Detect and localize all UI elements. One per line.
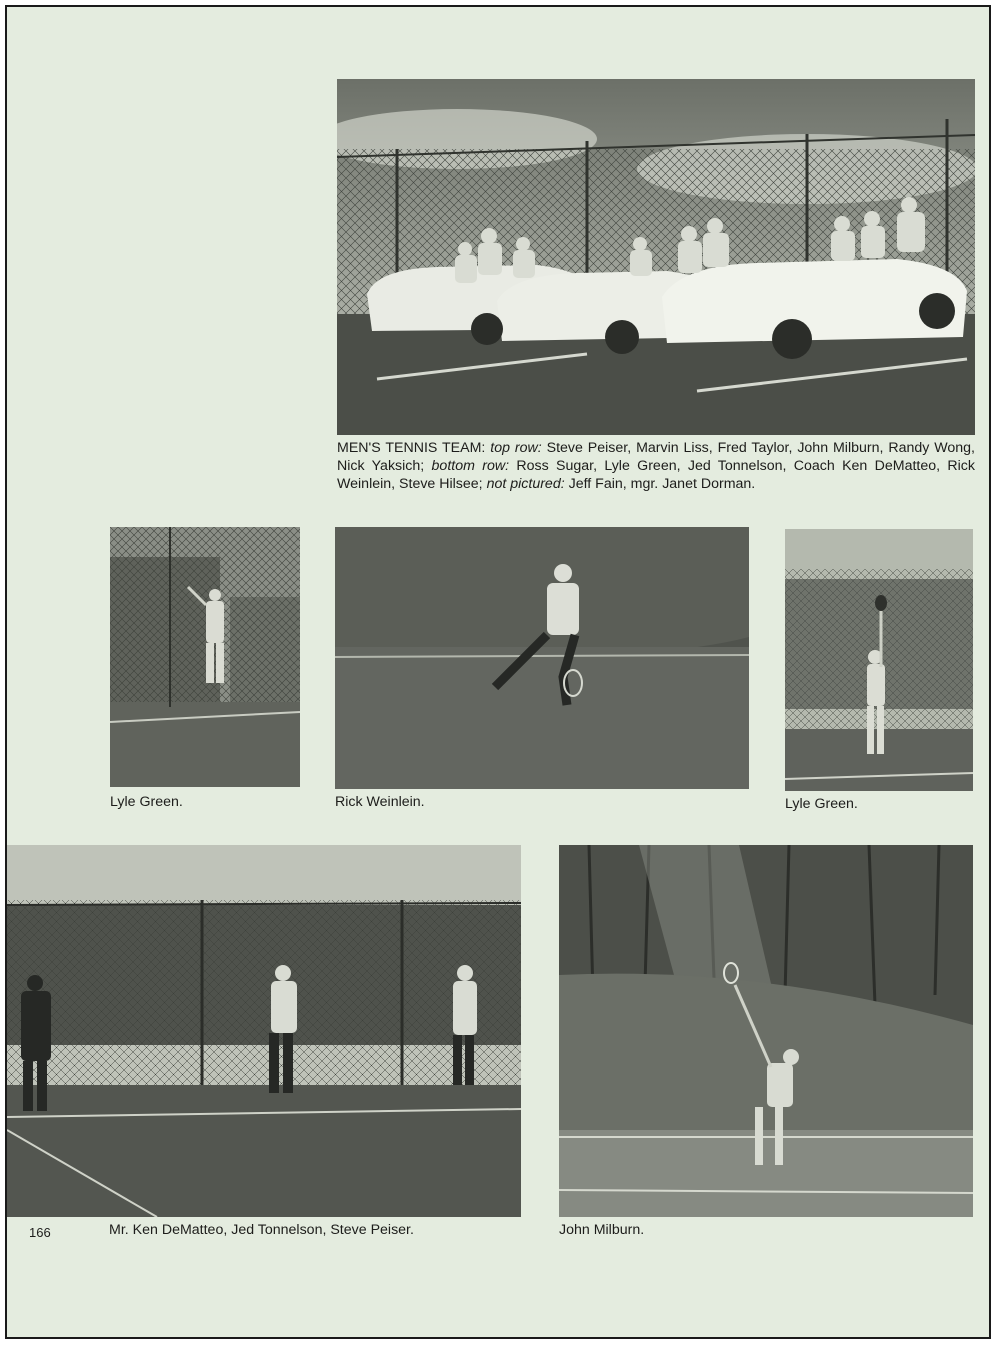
photo-lyle-green-forehand [110,527,300,787]
page-number: 166 [29,1225,51,1240]
photo-lyle-green-serve [785,529,973,791]
photo-coaches-group [7,845,521,1217]
not-pictured-names: Jeff Fain, mgr. Janet Dorman. [568,476,756,492]
caption-john-milburn: John Milburn. [559,1222,645,1238]
team-photo-caption [337,439,975,493]
yearbook-page [5,5,991,1339]
top-row-label: top row: [490,440,542,456]
caption-coaches-group: Mr. Ken DeMatteo, Jed Tonnelson, Steve Peiser. [109,1222,414,1238]
photo-rick-weinlein [335,527,749,789]
bottom-row-label: bottom row: [431,458,510,474]
bottom-row-names: Ross Sugar, Lyle Green, Jed Tonnelson, Coach Ken DeMatteo, Rick Weinlein, Steve Hilsee; [337,458,975,492]
not-pictured-label: not pictured: [486,476,565,492]
caption-lead: MEN'S TENNIS TEAM: [337,440,486,456]
photo-john-milburn [559,845,973,1217]
caption-rick-weinlein: Rick Weinlein. [335,794,425,810]
caption-lyle-green-2: Lyle Green. [785,796,858,812]
team-photo [337,79,975,435]
top-row-names: Steve Peiser, Marvin Liss, Fred Taylor, John Milburn, Randy Wong, Nick Yaksich; [337,440,976,474]
caption-lyle-green-1: Lyle Green. [110,794,183,810]
